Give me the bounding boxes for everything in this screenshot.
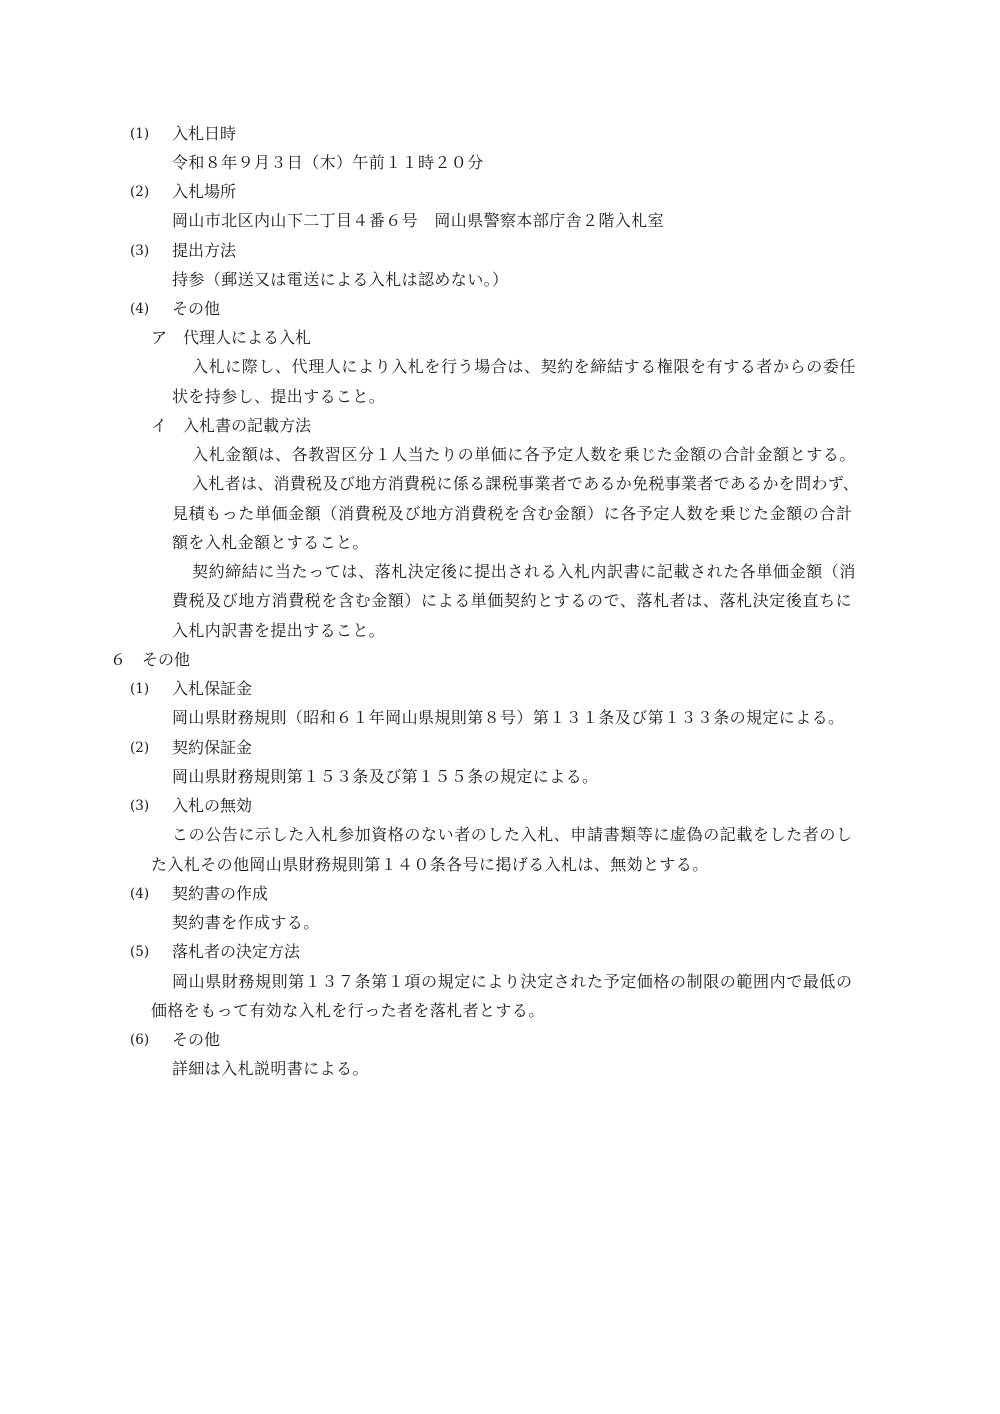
paragraph-line: 契約締結に当たっては、落札決定後に提出される入札内訳書に記載された各単価金額（消 — [192, 562, 857, 581]
item-number: (2) — [130, 184, 150, 200]
item-number: (6) — [130, 1032, 150, 1048]
section-heading: ６ その他 — [110, 650, 191, 669]
subitem-title: ア 代理人による入札 — [151, 328, 312, 347]
paragraph-line: 入札に際し、代理人により入札を行う場合は、契約を締結する権限を有する者からの委任 — [192, 357, 857, 376]
item-text: 令和８年９月３日（木）午前１１時２０分 — [172, 153, 484, 172]
paragraph-line: 詳細は入札説明書による。 — [172, 1059, 369, 1078]
paragraph-line: 岡山県財務規則（昭和６１年岡山県規則第８号）第１３１条及び第１３３条の規定による。 — [172, 708, 845, 727]
paragraph-line: 額を入札金額とすること。 — [172, 533, 369, 552]
item-text: 岡山市北区内山下二丁目４番６号 岡山県警察本部庁舎２階入札室 — [172, 211, 665, 230]
item-title: 入札日時 — [172, 124, 237, 143]
item-number: (3) — [130, 798, 150, 814]
item-number: (5) — [130, 944, 150, 960]
item-title: 入札場所 — [172, 182, 237, 201]
paragraph-line: 入札者は、消費税及び地方消費税に係る課税事業者であるか免税事業者であるかを問わず、 — [192, 474, 860, 493]
paragraph-line: 費税及び地方消費税を含む金額）による単価契約とするので、落札者は、落札決定後直ちに — [172, 591, 853, 610]
item-title: その他 — [172, 1030, 221, 1049]
subitem-title: イ 入札書の記載方法 — [151, 416, 312, 435]
item-title: その他 — [172, 299, 221, 318]
paragraph-line: 入札金額は、各教習区分１人当たりの単価に各予定人数を乗じた金額の合計金額とする。 — [192, 445, 857, 464]
item-title: 落札者の決定方法 — [172, 942, 301, 961]
paragraph-line: この公告に示した入札参加資格のない者のした入札、申請書類等に虚偽の記載をした者のし — [172, 825, 853, 844]
paragraph-line: 見積もった単価金額（消費税及び地方消費税を含む金額）に各予定人数を乗じた金額の合計 — [172, 504, 853, 523]
item-number: (1) — [130, 126, 150, 142]
item-title: 契約保証金 — [172, 738, 253, 757]
item-title: 提出方法 — [172, 241, 237, 260]
item-number: (2) — [130, 740, 150, 756]
item-number: (4) — [130, 886, 150, 902]
item-text: 持参（郵送又は電送による入札は認めない。） — [172, 270, 509, 289]
item-number: (3) — [130, 243, 150, 259]
item-number: (4) — [130, 301, 150, 317]
paragraph-line: 岡山県財務規則第１５３条及び第１５５条の規定による。 — [172, 767, 599, 786]
paragraph-line: 入札内訳書を提出すること。 — [172, 621, 386, 640]
item-title: 入札の無効 — [172, 796, 253, 815]
paragraph-line: 契約書を作成する。 — [172, 913, 320, 932]
item-title: 契約書の作成 — [172, 884, 269, 903]
item-number: (1) — [130, 681, 150, 697]
paragraph-line: た入札その他岡山県財務規則第１４０条各号に掲げる入札は、無効とする。 — [151, 855, 709, 874]
paragraph-line: 岡山県財務規則第１３７条第１項の規定により決定された予定価格の制限の範囲内で最低の — [172, 972, 853, 991]
item-title: 入札保証金 — [172, 679, 253, 698]
paragraph-line: 状を持参し、提出すること。 — [172, 387, 386, 406]
paragraph-line: 価格をもって有効な入札を行った者を落札者とする。 — [151, 1001, 545, 1020]
